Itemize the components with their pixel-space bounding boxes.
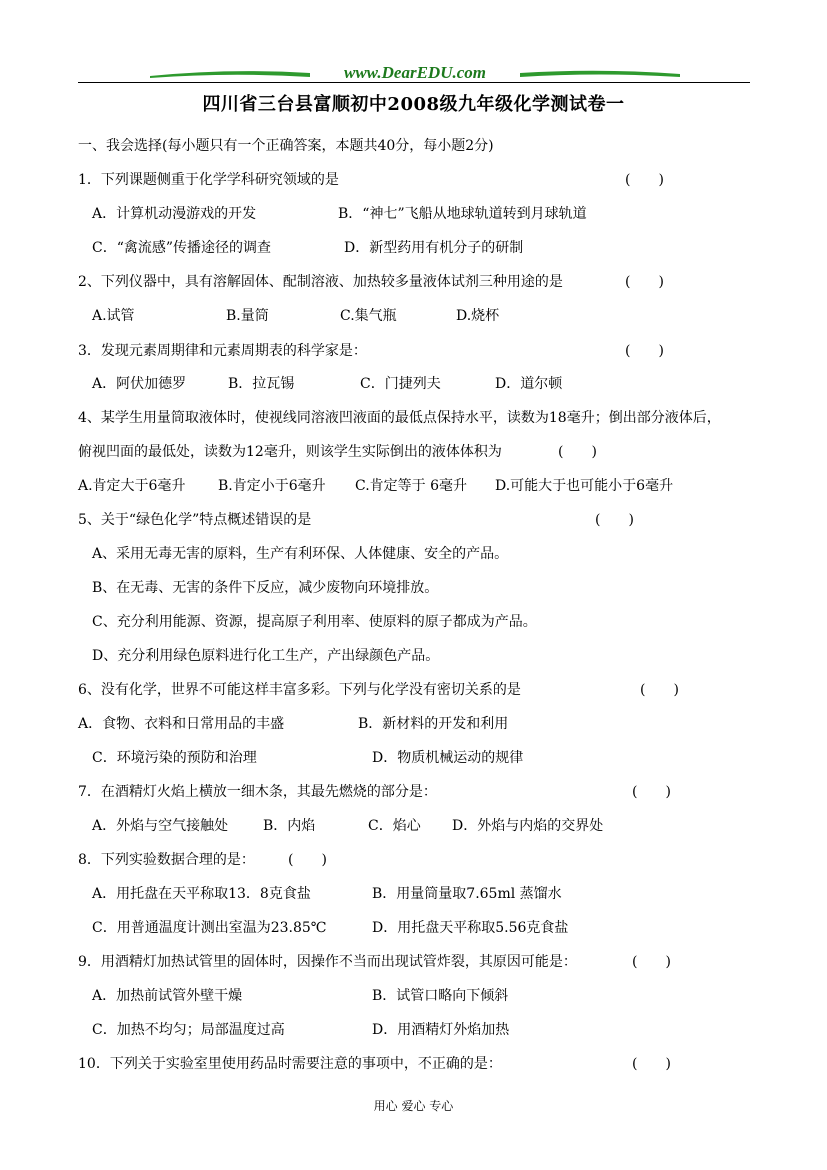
question-3-option-d: D．道尔顿 (495, 376, 563, 392)
question-2-stem: 2、下列仪器中，具有溶解固体、配制溶液、加热较多量液体试剂三种用途的是 (78, 274, 563, 290)
question-7-option-c: C．焰心 (368, 818, 421, 834)
question-8-option-a: A．用托盘在天平称取13．8克食盐 (92, 886, 311, 902)
question-6-option-b: B．新材料的开发和利用 (358, 716, 509, 732)
question-6-option-a: A．食物、衣料和日常用品的丰盛 (78, 716, 285, 732)
question-6-option-d: D．物质机械运动的规律 (372, 750, 524, 766)
question-2-option-d: D.烧杯 (456, 308, 500, 324)
question-6-answer-blank: ( ) (640, 682, 679, 698)
question-8-stem: 8．下列实验数据合理的是： (78, 852, 255, 868)
question-7-answer-blank: ( ) (632, 784, 671, 800)
question-1-answer-blank: ( ) (625, 172, 664, 188)
question-3-answer-blank: ( ) (625, 343, 664, 359)
question-3-option-a: A．阿伏加德罗 (92, 376, 187, 392)
question-5-option-a: A、采用无毒无害的原料，生产有利环保、人体健康、安全的产品。 (92, 546, 509, 562)
page-title: 四川省三台县富顺初中2008级九年级化学测试卷一 (202, 94, 625, 115)
question-5-stem: 5、关于“绿色化学”特点概述错误的是 (78, 512, 312, 528)
question-9-option-d: D．用酒精灯外焰加热 (372, 1022, 510, 1038)
question-1-stem: 1．下列课题侧重于化学学科研究领域的是 (78, 172, 339, 188)
question-6-stem: 6、没有化学，世界不可能这样丰富多彩。下列与化学没有密切关系的是 (78, 682, 521, 698)
question-9-option-a: A．加热前试管外壁干燥 (92, 988, 243, 1004)
question-9-stem: 9．用酒精灯加热试管里的固体时，因操作不当而出现试管炸裂，其原因可能是： (78, 954, 577, 970)
question-2-option-c: C.集气瓶 (340, 308, 397, 324)
question-6-option-c: C．环境污染的预防和治理 (92, 750, 257, 766)
question-4-option-a: A.肯定大于6毫升 (78, 478, 186, 494)
page-footer: 用心 爱心 专心 (373, 1099, 454, 1113)
question-8-option-d: D．用托盘天平称取5.56克食盐 (372, 920, 569, 936)
question-1-option-d: D．新型药用有机分子的研制 (344, 240, 524, 256)
question-2-option-a: A.试管 (92, 308, 135, 324)
question-4-stem-line-2: 俯视凹面的最低处，读数为12毫升，则该学生实际倒出的液体体积为 (78, 444, 502, 460)
question-2-answer-blank: ( ) (625, 274, 664, 290)
question-8-option-c: C．用普通温度计测出室温为23.85℃ (92, 920, 327, 936)
question-4-option-d: D.可能大于也可能小于6毫升 (495, 478, 674, 494)
question-5-answer-blank: ( ) (595, 512, 634, 528)
question-4-option-b: B.肯定小于6毫升 (218, 478, 326, 494)
question-4-option-c: C.肯定等于 6毫升 (355, 478, 468, 494)
dearedu-logo (150, 62, 680, 84)
question-3-stem: 3．发现元素周期律和元素周期表的科学家是： (78, 343, 367, 359)
question-1-option-a: A．计算机动漫游戏的开发 (92, 206, 257, 222)
question-7-option-d: D．外焰与内焰的交界处 (452, 818, 604, 834)
question-8-option-b: B．用量筒量取7.65ml 蒸馏水 (372, 886, 562, 902)
question-3-option-c: C．门捷列夫 (360, 376, 441, 392)
svg-text:www.DearEDU.com: www.DearEDU.com (344, 63, 486, 82)
question-7-stem: 7．在酒精灯火焰上横放一细木条，其最先燃烧的部分是： (78, 784, 437, 800)
question-10-stem: 10．下列关于实验室里使用药品时需要注意的事项中，不正确的是： (78, 1056, 502, 1072)
question-9-answer-blank: ( ) (632, 954, 671, 970)
question-9-option-c: C．加热不均匀；局部温度过高 (92, 1022, 285, 1038)
question-5-option-b: B、在无毒、无害的条件下反应，减少废物向环境排放。 (92, 580, 439, 596)
question-10-answer-blank: ( ) (632, 1056, 671, 1072)
section-heading: 一、我会选择(每小题只有一个正确答案，本题共40分，每小题2分) (78, 138, 494, 154)
question-7-option-a: A．外焰与空气接触处 (92, 818, 229, 834)
header-rule (78, 82, 750, 83)
question-1-option-b: B．“神七”飞船从地球轨道转到月球轨道 (338, 206, 587, 222)
question-4-answer-blank: ( ) (558, 444, 597, 460)
question-4-stem-line-1: 4、某学生用量筒取液体时，使视线同溶液凹液面的最低点保持水平，读数为18毫升；倒出部分液体后， (78, 410, 721, 426)
question-1-option-c: C．“禽流感”传播途径的调查 (92, 240, 272, 256)
question-2-option-b: B.量筒 (226, 308, 269, 324)
question-7-option-b: B．内焰 (263, 818, 316, 834)
question-5-option-c: C、充分利用能源、资源，提高原子利用率、使原料的原子都成为产品。 (92, 614, 537, 630)
question-9-option-b: B．试管口略向下倾斜 (372, 988, 509, 1004)
question-5-option-d: D、充分利用绿色原料进行化工生产，产出绿颜色产品。 (92, 648, 440, 664)
question-3-option-b: B．拉瓦锡 (228, 376, 295, 392)
question-8-answer-blank: ( ) (288, 852, 327, 868)
